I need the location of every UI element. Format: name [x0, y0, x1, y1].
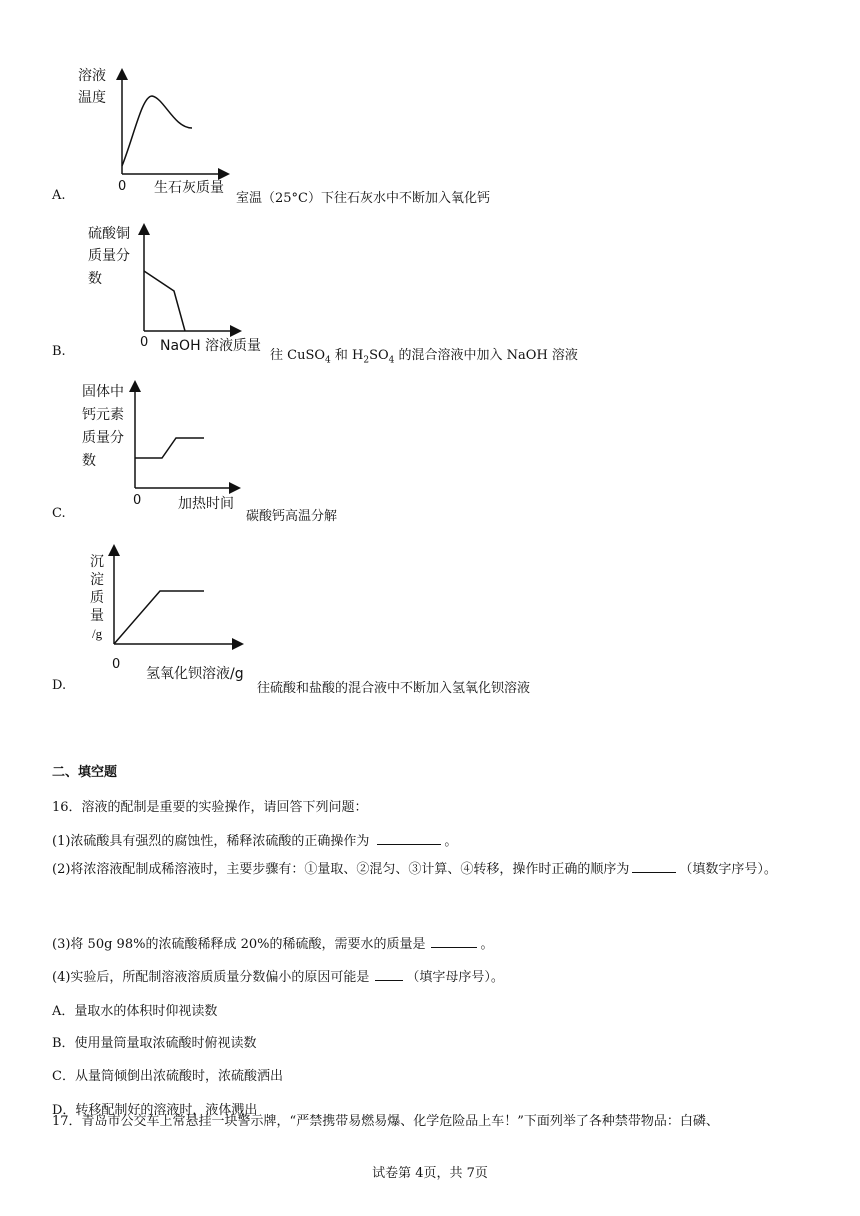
temperature-curve-chart [78, 66, 234, 196]
answer-blank-4[interactable] [375, 968, 403, 981]
option-d-description: 往硫酸和盐酸的混合液中不断加入氢氧化钡溶液 [257, 681, 531, 696]
q16-part2-text: (2)将浓溶液配制成稀溶液时，主要步骤有：①量取、②混匀、③计算、④转移，操作时正确的顺序为 [52, 862, 630, 877]
q16-choice-c: C．从量筒倾倒出浓硫酸时，浓硫酸洒出 [52, 1069, 283, 1084]
desc-part: SO [369, 348, 389, 363]
option-c-graph [80, 376, 250, 516]
option-d-graph [86, 544, 256, 689]
page-footer: 试卷第 4页，共 7页 [372, 1166, 488, 1181]
origin-label: 0 [133, 493, 142, 508]
y-axis-label-1: 沉 [90, 554, 104, 570]
q16-part3-end: 。 [480, 937, 494, 952]
q16-part3 [52, 933, 493, 952]
copper-sulfate-chart [84, 224, 269, 354]
q16-part3-text: (3)将 50g 98%的浓硫酸稀释成 20%的稀硫酸，需要水的质量是 [52, 937, 426, 952]
q16-choice-b: B．使用量筒量取浓硫酸时俯视读数 [52, 1036, 257, 1051]
desc-part: 和 H [330, 348, 364, 363]
x-axis-label: 加热时间 [178, 496, 234, 512]
y-axis-label-2: 温度 [78, 90, 106, 106]
y-axis-label-4: 数 [82, 453, 96, 469]
y-axis-label-1: 硫酸铜 [88, 226, 130, 242]
y-axis-label-1: 溶液 [78, 68, 106, 84]
option-b-letter: B. [52, 344, 66, 359]
curve-line [114, 591, 204, 644]
calcium-fraction-chart [80, 376, 250, 516]
q16-part4-end: （填字母序号）。 [406, 970, 504, 985]
option-a-graph [78, 66, 234, 196]
q16-choice-d: D．转移配制好的溶液时，液体溅出 [52, 1103, 258, 1118]
section-title: 二、填空题 [52, 765, 118, 780]
y-axis-label-2: 质量分 [88, 248, 130, 264]
x-axis-label: NaOH 溶液质量 [160, 338, 262, 354]
curve-line [122, 96, 192, 166]
option-b-graph [84, 224, 269, 354]
q16-part1-end: 。 [444, 834, 458, 849]
option-d-letter: D. [52, 678, 67, 693]
q16-part2-end: （填数字序号）。 [679, 862, 777, 877]
q16-part1 [52, 830, 457, 849]
curve-line [144, 271, 185, 331]
q16-part4 [52, 966, 504, 985]
answer-blank-2[interactable] [632, 860, 676, 873]
origin-label: 0 [118, 179, 127, 194]
q16-part2 [52, 854, 812, 886]
answer-blank-1[interactable] [377, 832, 441, 845]
origin-label: 0 [112, 657, 121, 672]
desc-part: 的混合溶液中加入 NaOH 溶液 [394, 348, 578, 363]
q16-stem: 16．溶液的配制是重要的实验操作，请回答下列问题： [52, 800, 368, 815]
x-axis-label: 氢氧化钡溶液/g [146, 666, 244, 682]
curve-line [135, 438, 204, 458]
q17-stem: 17．青岛市公交车上常悬挂一块警示牌，“严禁携带易燃易爆、化学危险品上车！”下面列举了各种禁带物品：白磷、 [52, 1114, 719, 1129]
y-axis-label-3: 质量分 [82, 430, 124, 446]
y-axis-label-5: /g [92, 626, 103, 641]
subscript: 4 [388, 355, 395, 366]
y-axis-label-1: 固体中 [82, 384, 124, 400]
x-axis-label: 生石灰质量 [154, 180, 224, 196]
option-a-description: 室温（25°C）下往石灰水中不断加入氧化钙 [236, 191, 490, 206]
y-axis-label-4: 量 [90, 608, 104, 624]
y-axis-label-2: 淀 [90, 572, 104, 588]
q16-part1-text: (1)浓硫酸具有强烈的腐蚀性，稀释浓硫酸的正确操作为 [52, 834, 370, 849]
y-axis-label-3: 数 [88, 271, 102, 287]
option-c-letter: C. [52, 506, 66, 521]
subscript: 2 [363, 355, 370, 366]
option-a-letter: A. [52, 188, 66, 203]
y-axis-label-2: 钙元素 [82, 407, 124, 423]
precipitate-mass-chart [86, 544, 256, 689]
option-c-description: 碳酸钙高温分解 [246, 509, 338, 524]
subscript: 4 [325, 355, 331, 366]
desc-part: 往 CuSO [270, 348, 326, 363]
q16-part4-text: (4)实验后，所配制溶液溶质质量分数偏小的原因可能是 [52, 970, 370, 985]
y-axis-label-3: 质 [90, 590, 104, 606]
origin-label: 0 [140, 335, 149, 350]
option-b-description [270, 344, 578, 366]
answer-blank-3[interactable] [431, 935, 477, 948]
q16-choice-a: A．量取水的体积时仰视读数 [52, 1004, 218, 1019]
